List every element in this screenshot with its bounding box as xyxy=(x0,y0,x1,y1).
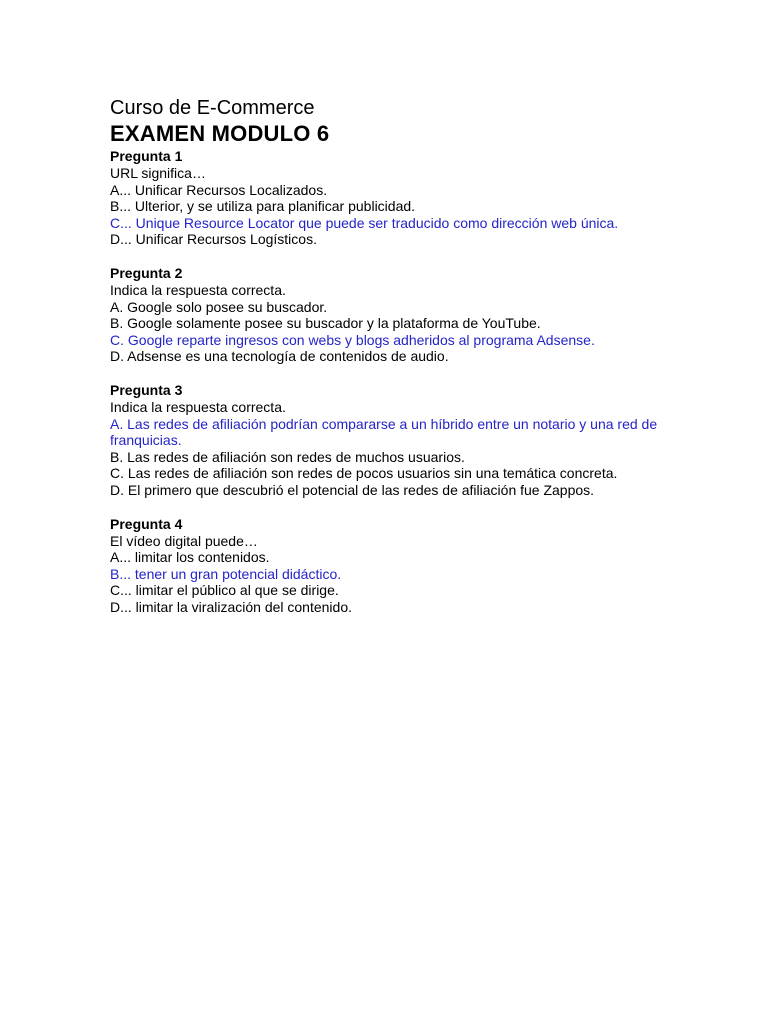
answer-option-c-correct: C... Unique Resource Locator que puede ser traducido como dirección web única. xyxy=(110,214,619,231)
answer-option-a-correct: A. Las redes de afiliación podrían compararse a un híbrido entre un notario y una red de franquicias. xyxy=(110,415,658,449)
question-prompt: Indica la respuesta correcta. xyxy=(110,398,286,415)
exam-title: EXAMEN MODULO 6 xyxy=(110,121,330,146)
answer-option-a: A. Google solo posee su buscador. xyxy=(110,298,328,315)
answer-option-c-correct: C. Google reparte ingresos con webs y blogs adheridos al programa Adsense. xyxy=(110,331,595,348)
question-4 xyxy=(110,516,670,616)
course-title: Curso de E-Commerce xyxy=(110,97,315,119)
answer-option-c: C... limitar el público al que se dirige. xyxy=(110,582,339,599)
question-prompt: Indica la respuesta correcta. xyxy=(110,281,286,298)
answer-option-d: D. El primero que descubrió el potencial de las redes de afiliación fue Zappos. xyxy=(110,481,595,498)
question-heading: Pregunta 2 xyxy=(110,264,183,281)
question-prompt: El vídeo digital puede… xyxy=(110,532,258,549)
question-1 xyxy=(110,148,670,248)
exam-document xyxy=(110,96,670,632)
answer-option-a: A... limitar los contenidos. xyxy=(110,549,270,566)
answer-option-b-correct: B... tener un gran potencial didáctico. xyxy=(110,565,342,582)
answer-option-b: B. Las redes de afiliación son redes de muchos usuarios. xyxy=(110,448,465,465)
answer-option-a: A... Unificar Recursos Localizados. xyxy=(110,181,328,198)
question-3 xyxy=(110,382,670,499)
answer-option-d: D. Adsense es una tecnología de contenidos de audio. xyxy=(110,348,449,365)
question-prompt: URL significa… xyxy=(110,165,206,181)
answer-option-d: D... limitar la viralización del contenido. xyxy=(110,598,352,615)
answer-option-d: D... Unificar Recursos Logísticos. xyxy=(110,231,317,248)
question-2 xyxy=(110,265,670,365)
answer-option-b: B... Ulterior, y se utiliza para planificar publicidad. xyxy=(110,198,416,215)
answer-option-c: C. Las redes de afiliación son redes de pocos usuarios sin una temática concreta. xyxy=(110,465,618,482)
question-heading: Pregunta 4 xyxy=(110,515,183,532)
question-heading: Pregunta 1 xyxy=(110,148,183,164)
answer-option-b: B. Google solamente posee su buscador y la plataforma de YouTube. xyxy=(110,315,541,332)
question-heading: Pregunta 3 xyxy=(110,381,183,398)
